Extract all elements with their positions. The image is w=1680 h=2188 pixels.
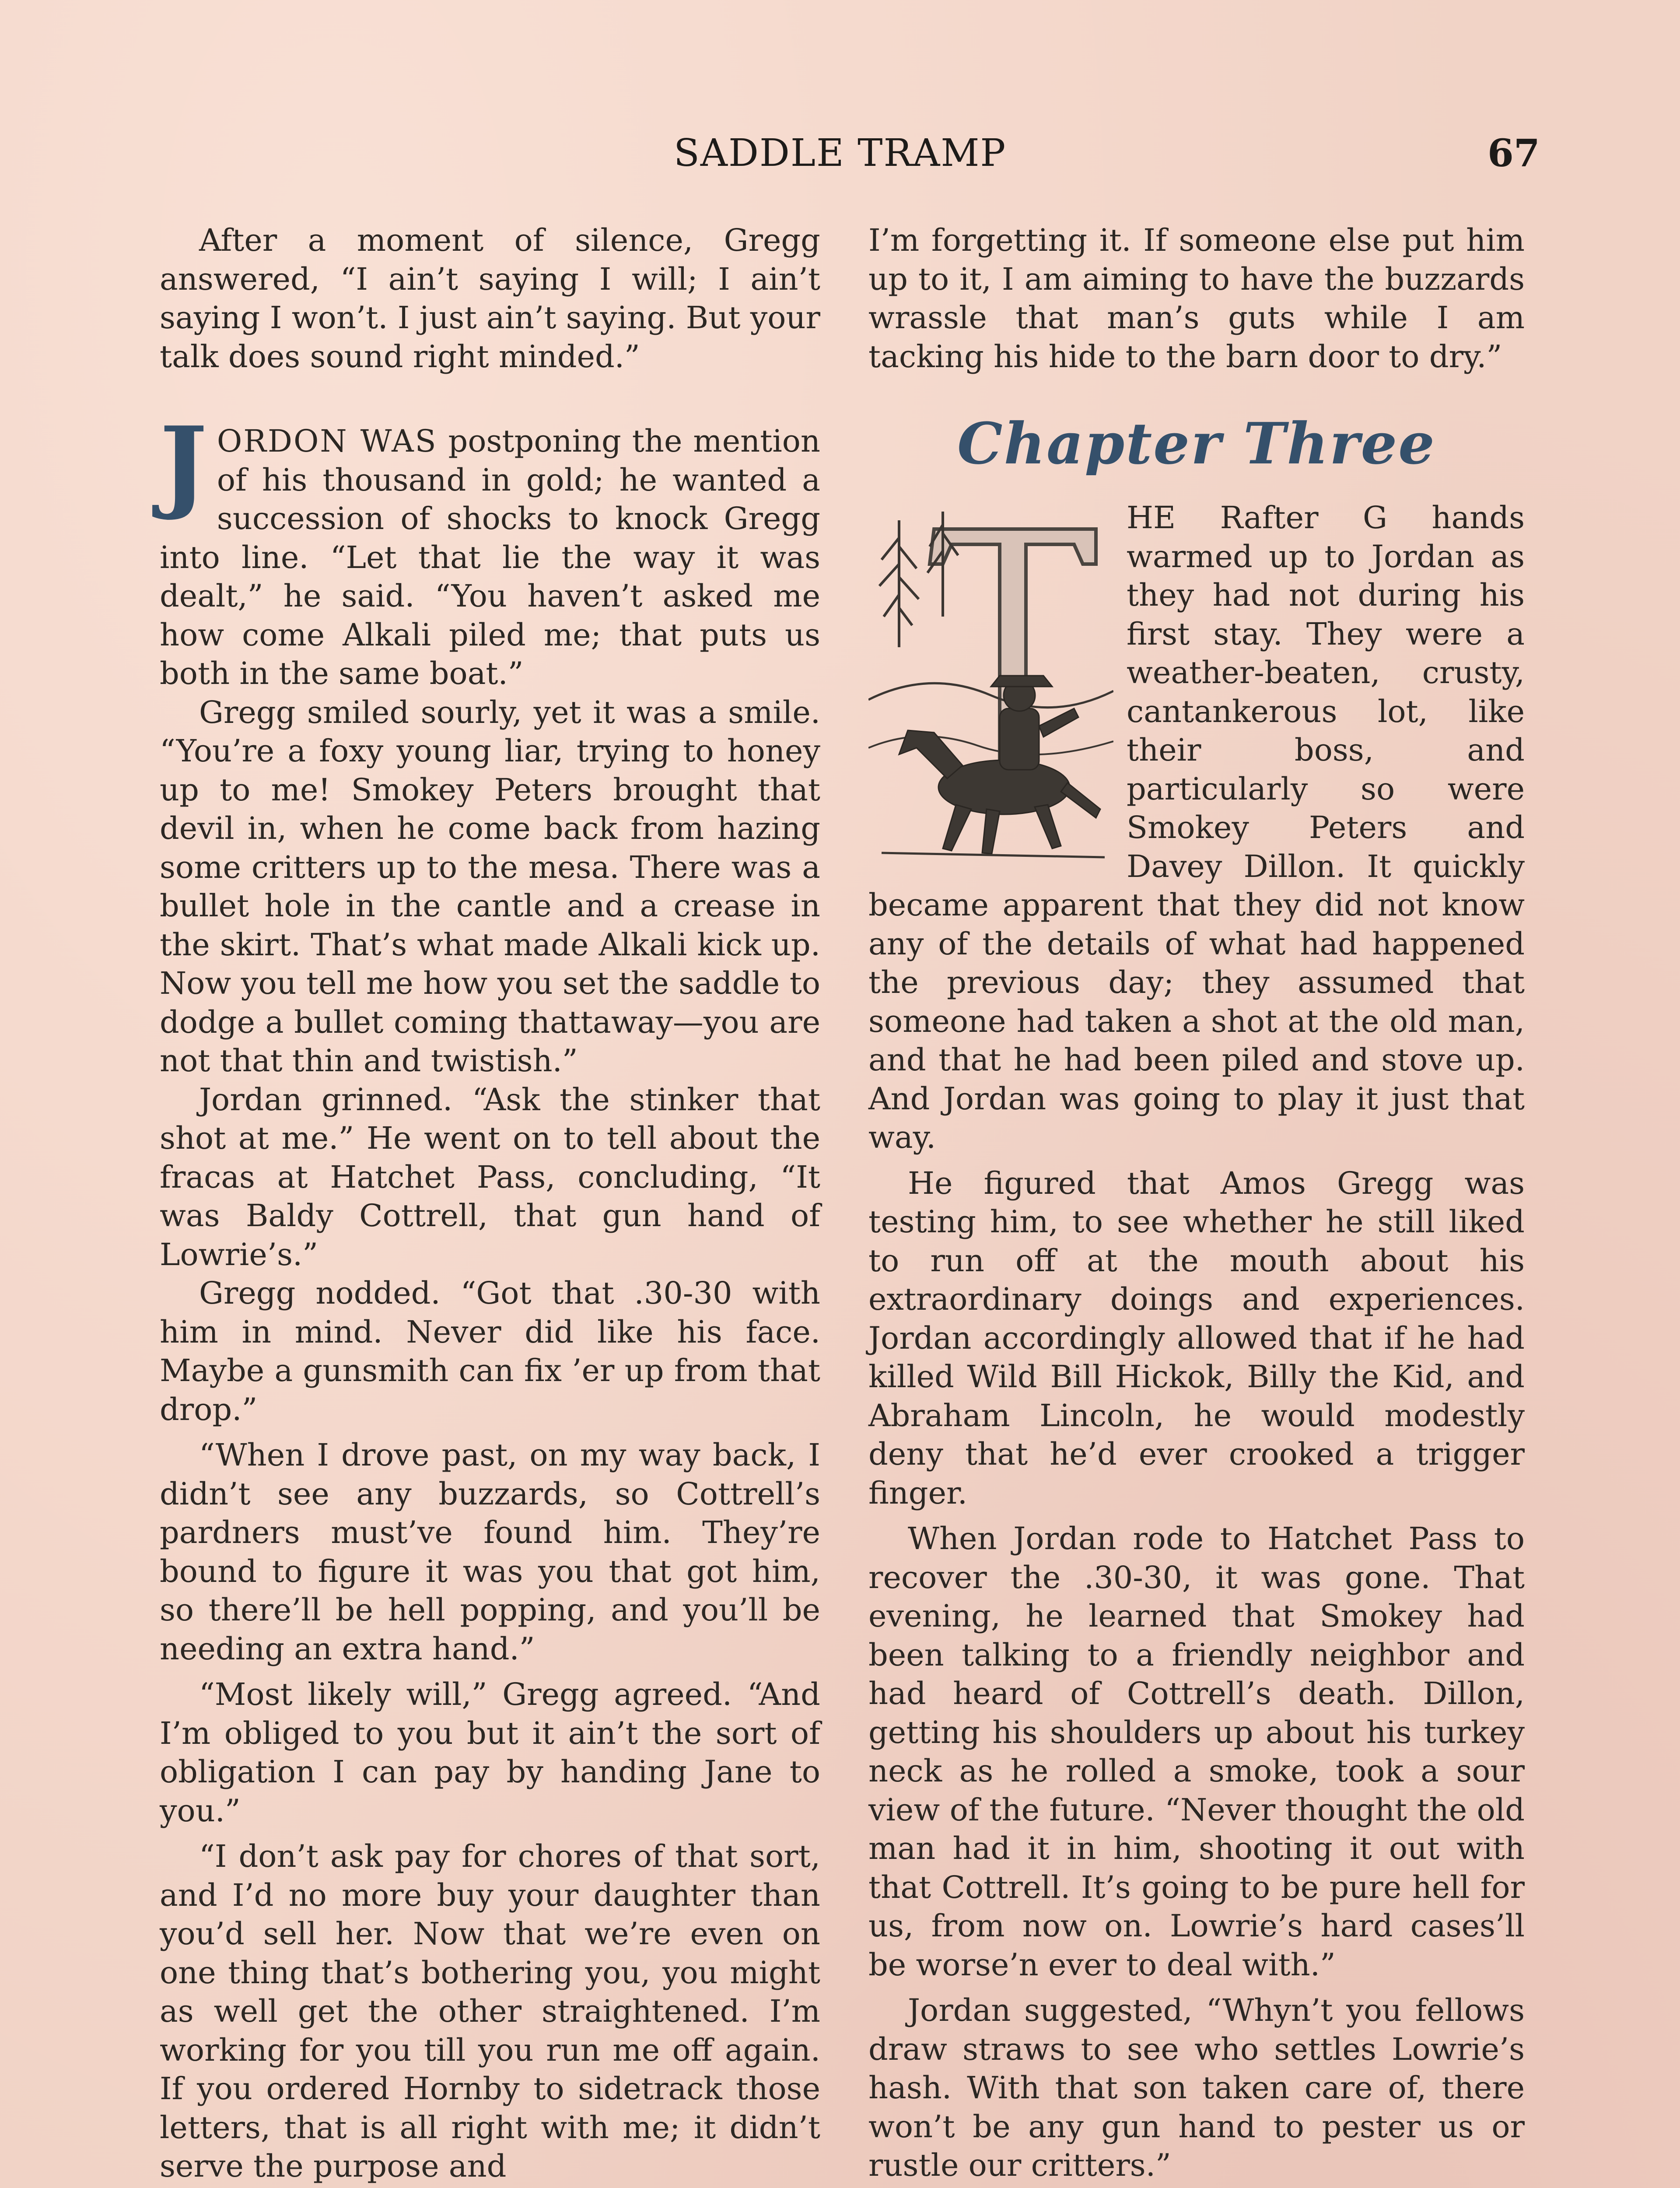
paragraph: Gregg smiled sourly, yet it was a smile. “You’re a foxy young liar, trying to honey up to me! Smokey Peters brought that devil in, when he come back from hazing some critters up to the mesa. There was a bullet hole in the cantle and a crease in the skirt. That’s what made Alkali kick up. Now you tell me how you set the saddle to dodge a bullet coming thattaway—you are not that thin and twistish.” (160, 694, 820, 1079)
paragraph-dropcap: HE Rafter G hands warmed up to Jordan as they had not during his first stay. They were a weather-beaten, crusty, cantankerous lot, like their boss, and particularly so were Smokey Peters and Davey Dillon. It quickly became apparent that they did not know any of the details of what had happened the previous day; they assumed that someone had taken a shot at the old man, and that he had been piled and stove up. And Jordan was going to play it just that way. (868, 500, 1525, 1155)
paragraph: Jordan grinned. “Ask the stinker that shot at me.” He went on to tell about the fracas at Hatchet Pass, concluding, “It was Baldy Cottrell, that gun hand of Lowrie’s.” (160, 1081, 820, 1273)
paragraph: “When I drove past, on my way back, I didn’t see any buzzards, so Cottrell’s pardners must’ve found him. They’re bound to figure it was you that got him, so there’ll be hell popping, and you’ll be needing an extra hand.” (160, 1437, 820, 1667)
page-number: 67 (1488, 131, 1540, 175)
paragraph: He figured that Amos Gregg was testing him, to see whether he still liked to run off at the mouth about his extraordinary doings and experiences. Jordan accordingly allowed that if he had killed Wild Bill Hickok, Billy the Kid, and Abraham Lincoln, he would modestly deny that he’d ever crooked a trigger finger. (868, 1165, 1525, 1511)
cowboy-dropcap-illustration (868, 503, 1113, 866)
chapter-heading: Chapter Three (957, 410, 1436, 477)
lead-in-caps: ORDON WAS (217, 423, 438, 459)
running-header-title: SADDLE TRAMP (674, 131, 1007, 175)
paragraph-text: postponing the mention of his thousand in gold; he wanted a succession of shocks to knock Gregg into line. “Let that lie the way it was dealt,” he said. “You haven’t asked me how come Alkali piled me; that puts us both in the same boat.” (160, 423, 820, 691)
paragraph: “I don’t ask pay for chores of that sort, and I’d no more buy your daughter than you’d sell her. Now that we’re even on one thing that’s bothering you, you might as well get the other straightened. I’m working for you till you run me off again. If you ordered Hornby to sidetrack those letters, that is all right with me; it didn’t serve the purpose and (160, 1838, 820, 2184)
paragraph: After a moment of silence, Gregg answered, “I ain’t saying I will; I ain’t saying I won’t. I just ain’t saying. But your talk does sound right minded.” (160, 222, 820, 375)
paragraph: Jordan suggested, “Whyn’t you fellows draw straws to see who settles Lowrie’s hash. With that son taken care of, there won’t be any gun hand to pester us or rustle our critters.” (868, 1992, 1525, 2183)
drop-cap-letter: J (160, 405, 207, 523)
paragraph: I’m forgetting it. If someone else put him up to it, I am aiming to have the buzzards wrassle that man’s guts while I am tacking his hide to the barn door to dry.” (868, 222, 1525, 375)
paragraph-dropcap (160, 405, 820, 693)
paragraph: When Jordan rode to Hatchet Pass to recover the .30-30, it was gone. That evening, he learned that Smokey had been talking to a friendly neighbor and had heard of Cottrell’s death. Dillon, getting his shoulders up about his turkey neck as he rolled a smoke, took a sour view of the future. “Never thought the old man had it in him, shooting it out with that Cottrell. It’s going to be pure hell for us, from now on. Lowrie’s hard cases’ll be worse’n ever to deal with.” (868, 1521, 1525, 1983)
paragraph: “Most likely will,” Gregg agreed. “And I’m obliged to you but it ain’t the sort of obligation I can pay by handing Jane to you.” (160, 1676, 820, 1829)
left-column (160, 221, 820, 2186)
right-column (868, 221, 1525, 2185)
paragraph: Gregg nodded. “Got that .30-30 with him in mind. Never did like his face. Maybe a gunsmith can fix ’er up from that drop.” (160, 1275, 820, 1427)
